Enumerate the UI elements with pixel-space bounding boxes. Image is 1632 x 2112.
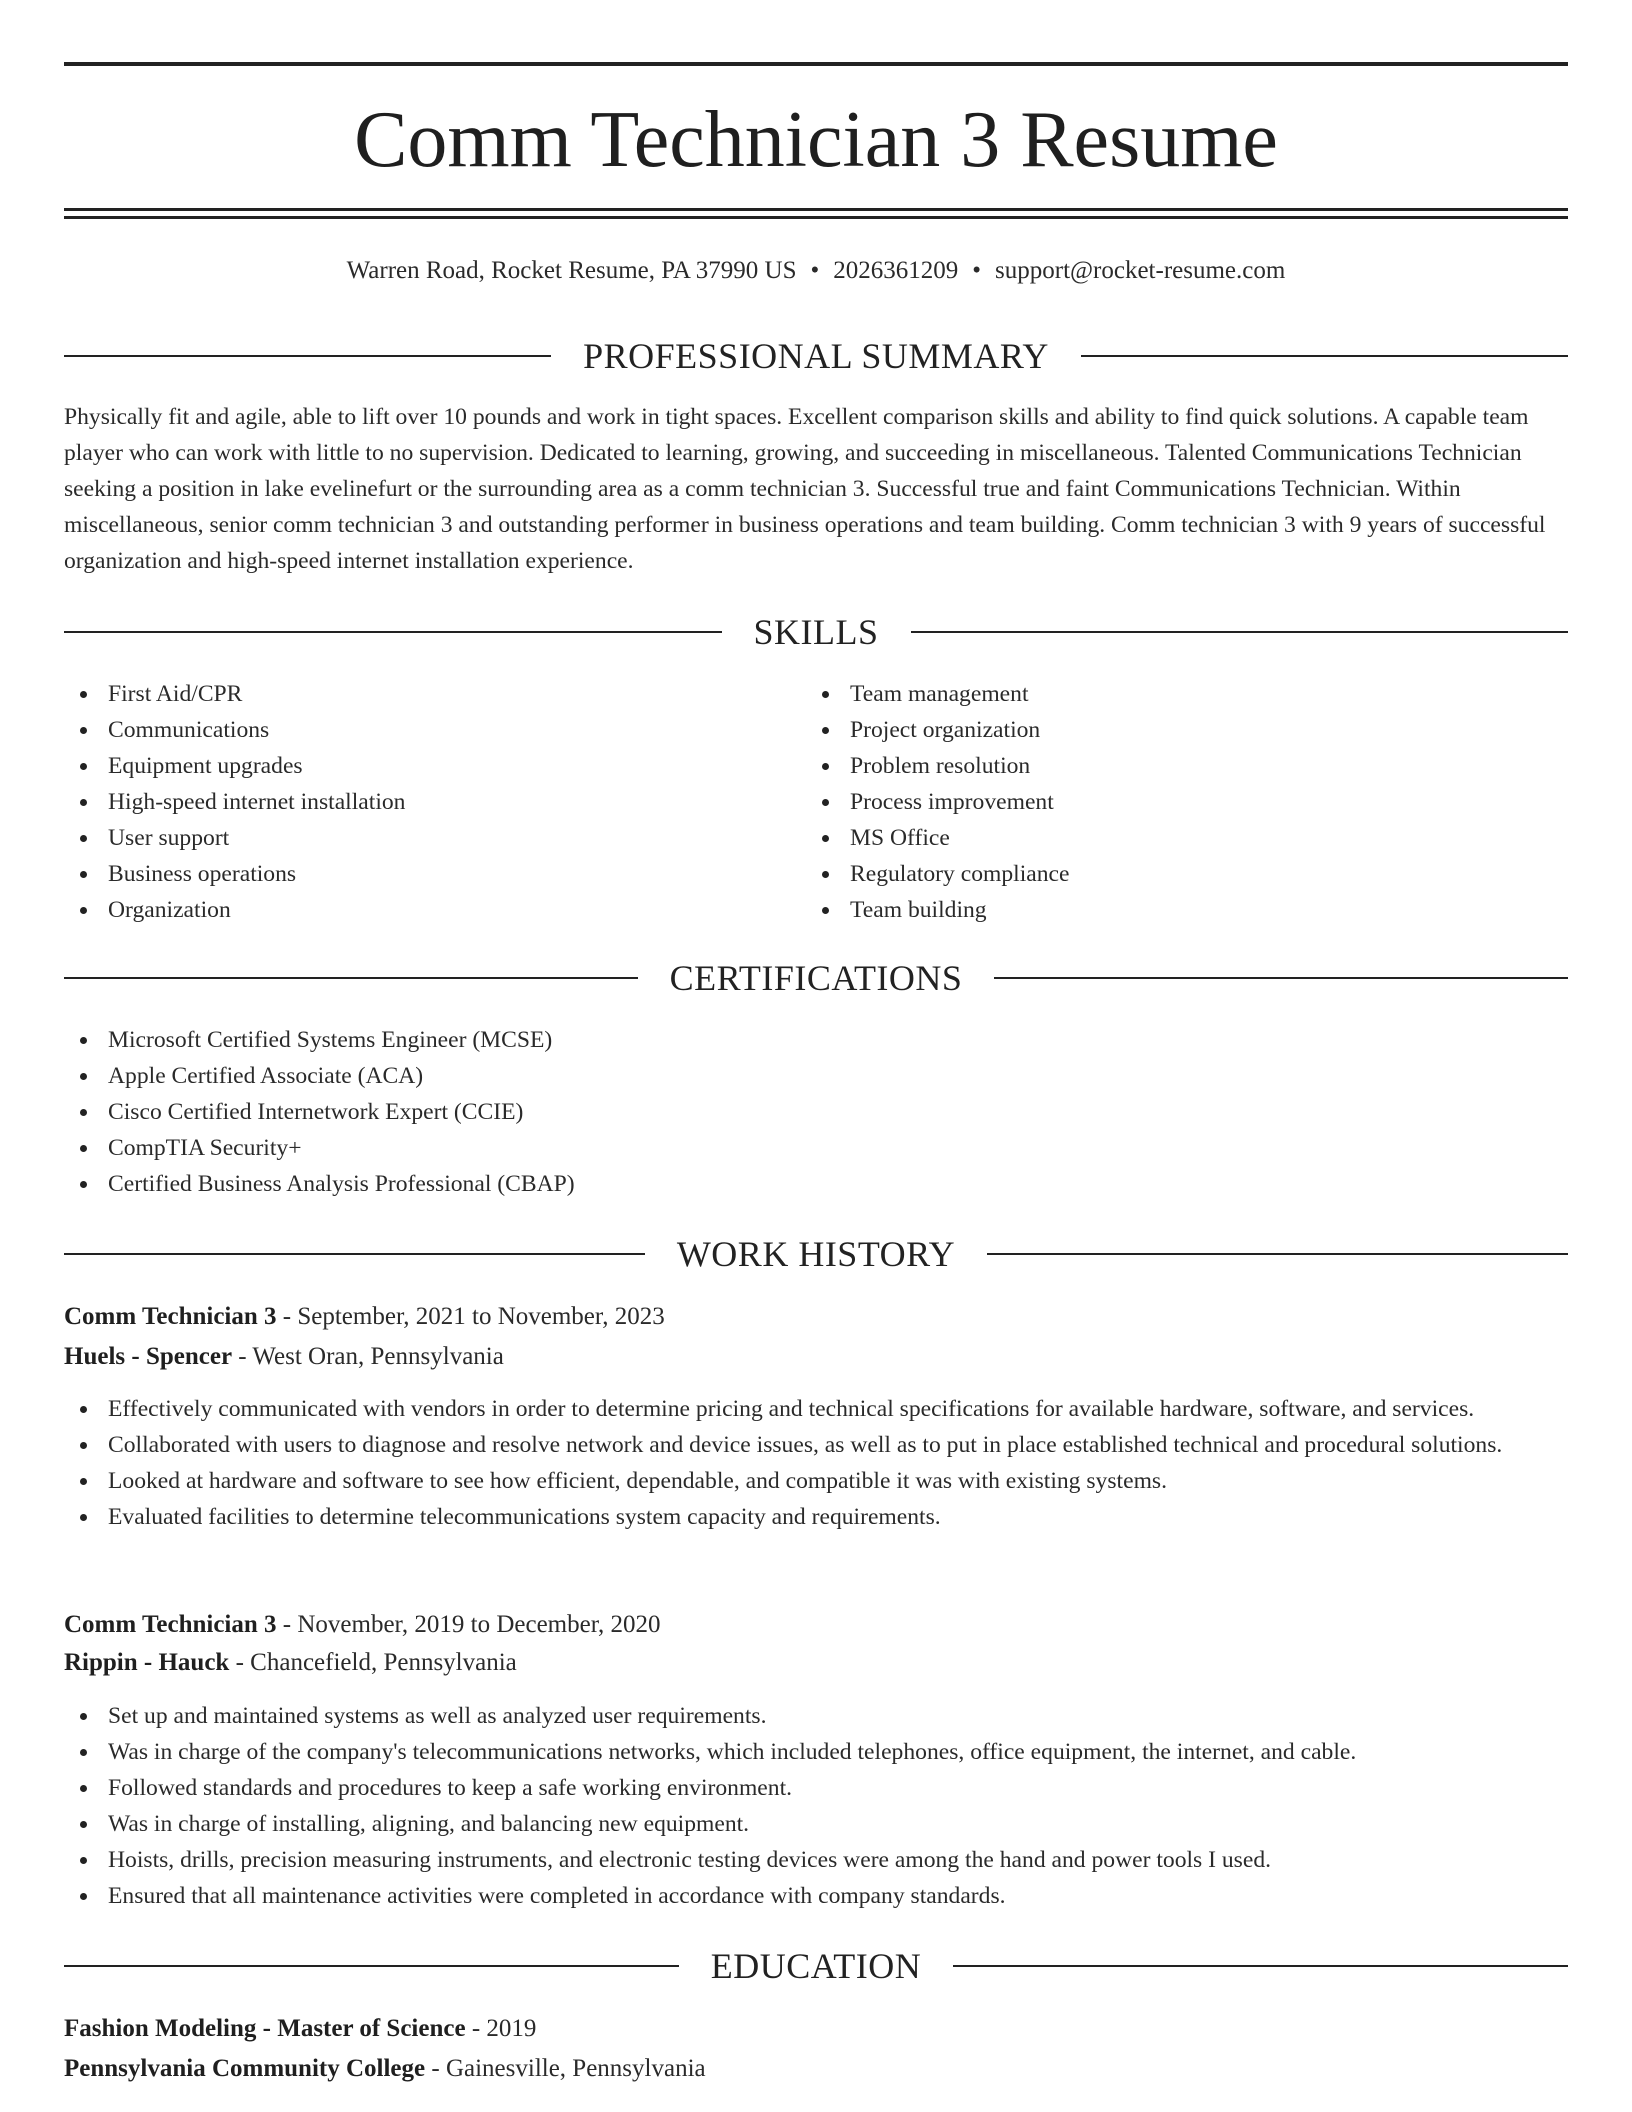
summary-text: Physically fit and agile, able to lift over 10 pounds and work in tight spaces. Excellent comparison skills and ability to find quick solutions. A capable team player who can work with little to no supervision. Dedicated to learning, growing, and succeeding in miscellaneous. Talented Communications Technician seeking a position in lake evelinefurt or the surrounding area as a comm technician 3. Successful true and faint Communications Technician. Within miscellaneous, senior comm technician 3 and outstanding performer in business operations and team building. Comm technician 3 with 9 years of successful organization and high-speed internet installation experience.: [64, 404, 1546, 574]
job-title: Comm Technician 3: [64, 1611, 277, 1638]
header-top-rule: [64, 62, 1568, 66]
job-bullets: [64, 1391, 1568, 1535]
section-heading-certifications: [64, 956, 1568, 1000]
job-bullet: Hoists, drills, precision measuring instruments, and electronic testing devices were among the hand and power tools I used.: [64, 1842, 1568, 1878]
job-bullet: Effectively communicated with vendors in order to determine pricing and technical specifications for available hardware, software, and services.: [64, 1391, 1568, 1427]
section-heading-skills: [64, 610, 1568, 654]
job-bullet: Evaluated facilities to determine telecommunications system capacity and requirements.: [64, 1499, 1568, 1535]
certification-item: Certified Business Analysis Professional (CBAP): [64, 1166, 1568, 1202]
skill-item: Regulatory compliance: [806, 856, 1546, 892]
dash: -: [465, 2015, 487, 2042]
dash: -: [232, 1343, 253, 1370]
job-title-line: [64, 1606, 1568, 1644]
section-title: PROFESSIONAL SUMMARY: [583, 336, 1049, 376]
contact-line: [64, 254, 1568, 288]
header-rule-upper: [64, 208, 1568, 211]
contact-separator: •: [972, 257, 982, 284]
heading-rule: [64, 1253, 645, 1255]
section-title: CERTIFICATIONS: [669, 958, 963, 998]
job-dates: November, 2019 to December, 2020: [297, 1611, 661, 1638]
skill-item: First Aid/CPR: [64, 676, 804, 712]
education-degree: Fashion Modeling - Master of Science: [64, 2015, 466, 2042]
section-title: WORK HISTORY: [676, 1234, 956, 1274]
section-heading-work-history: [64, 1232, 1568, 1276]
skill-item: Organization: [64, 892, 804, 928]
job-bullet: Was in charge of installing, aligning, and balancing new equipment.: [64, 1806, 1568, 1842]
education-school: Pennsylvania Community College: [64, 2055, 426, 2082]
skill-item: User support: [64, 820, 804, 856]
job-location: West Oran, Pennsylvania: [252, 1343, 504, 1370]
contact-separator: •: [810, 257, 820, 284]
job-bullet: Followed standards and procedures to keep a safe working environment.: [64, 1770, 1568, 1806]
certification-item: Apple Certified Associate (ACA): [64, 1058, 1568, 1094]
heading-rule: [64, 1965, 679, 1967]
job-bullet: Set up and maintained systems as well as analyzed user requirements.: [64, 1698, 1568, 1734]
job-title: Comm Technician 3: [64, 1303, 277, 1330]
job-dates: September, 2021 to November, 2023: [297, 1303, 665, 1330]
job-company-line: [64, 1644, 1568, 1682]
job-bullet: Collaborated with users to diagnose and resolve network and device issues, as well as to put in place established technical and procedural solutions.: [64, 1427, 1568, 1463]
skill-item: High-speed internet installation: [64, 784, 804, 820]
education-degree-line: [64, 2010, 1568, 2048]
dash: -: [425, 2055, 446, 2082]
contact-email: support@rocket-resume.com: [995, 257, 1286, 284]
heading-rule: [911, 631, 1569, 633]
heading-rule: [953, 1965, 1568, 1967]
job-location: Chancefield, Pennsylvania: [250, 1649, 517, 1676]
heading-rule: [64, 977, 638, 979]
job-bullet: Ensured that all maintenance activities were completed in accordance with company standards.: [64, 1878, 1568, 1914]
section-heading-education: [64, 1944, 1568, 1988]
certification-item: Cisco Certified Internetwork Expert (CCIE): [64, 1094, 1568, 1130]
dash: -: [276, 1303, 298, 1330]
job-company-line: [64, 1338, 1568, 1376]
job-bullet: Looked at hardware and software to see how efficient, dependable, and compatible it was with existing systems.: [64, 1463, 1568, 1499]
skill-item: Team building: [806, 892, 1546, 928]
skill-item: Project organization: [806, 712, 1546, 748]
certification-item: CompTIA Security+: [64, 1130, 1568, 1166]
certification-item: Microsoft Certified Systems Engineer (MCSE): [64, 1022, 1568, 1058]
skill-item: Problem resolution: [806, 748, 1546, 784]
heading-rule: [994, 977, 1568, 979]
job-bullet: Was in charge of the company's telecommunications networks, which included telephones, office equipment, the internet, and cable.: [64, 1734, 1568, 1770]
job-company: Huels - Spencer: [64, 1343, 233, 1370]
skill-item: Business operations: [64, 856, 804, 892]
certifications-list: [64, 1022, 1568, 1202]
education-location: Gainesville, Pennsylvania: [445, 2055, 706, 2082]
header-rule-lower: [64, 216, 1568, 219]
skills-list-right: [806, 676, 1546, 928]
skill-item: Team management: [806, 676, 1546, 712]
heading-rule: [1081, 355, 1568, 357]
job-title-line: [64, 1298, 1568, 1336]
contact-address: Warren Road, Rocket Resume, PA 37990 US: [346, 257, 797, 284]
job-bullets: [64, 1698, 1568, 1914]
education-school-line: [64, 2050, 1568, 2088]
heading-rule: [64, 355, 551, 357]
section-title: EDUCATION: [710, 1946, 922, 1986]
dash: -: [276, 1611, 298, 1638]
education-year: 2019: [486, 2015, 537, 2042]
dash: -: [229, 1649, 251, 1676]
heading-rule: [64, 631, 722, 633]
section-title: SKILLS: [753, 612, 879, 652]
skill-item: Process improvement: [806, 784, 1546, 820]
skills-list-left: [64, 676, 804, 928]
contact-phone: 2026361209: [833, 257, 959, 284]
skill-item: MS Office: [806, 820, 1546, 856]
skill-item: Equipment upgrades: [64, 748, 804, 784]
page-title: Comm Technician 3 Resume: [354, 96, 1278, 184]
skill-item: Communications: [64, 712, 804, 748]
job-company: Rippin - Hauck: [64, 1649, 230, 1676]
heading-rule: [987, 1253, 1568, 1255]
section-heading-summary: [64, 334, 1568, 378]
